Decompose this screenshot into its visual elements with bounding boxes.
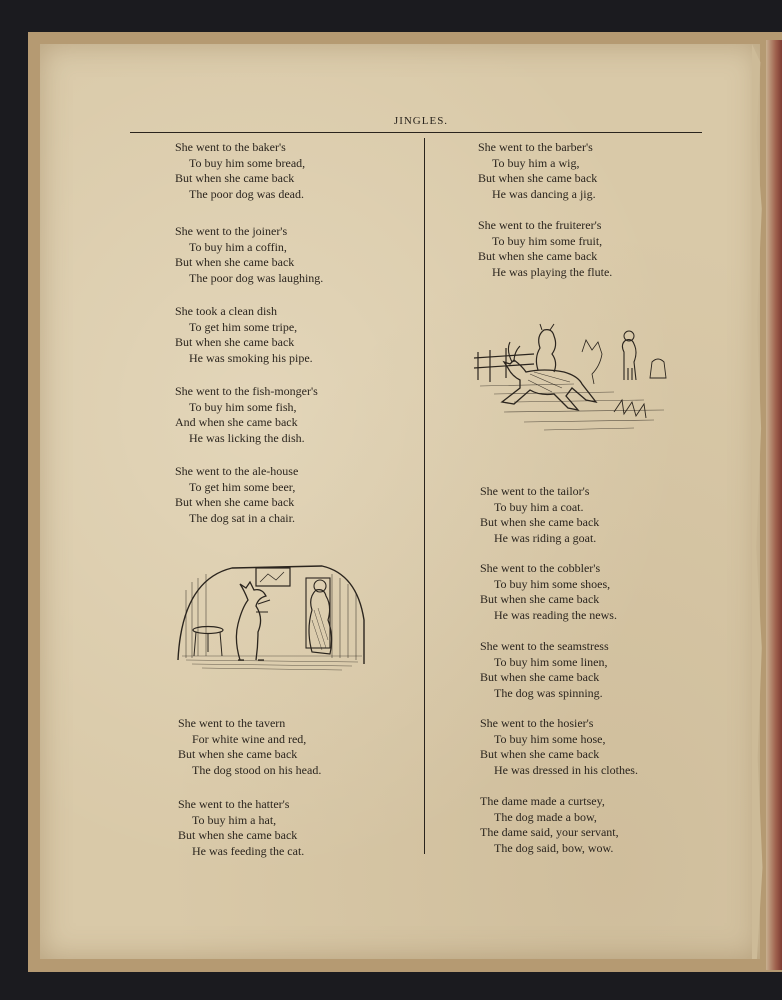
verse-line: She took a clean dish (175, 304, 277, 318)
verse-line: But when she came back (478, 171, 598, 185)
verse-line: She went to the hosier's (480, 716, 594, 730)
stanza-left-4 (175, 384, 405, 446)
stanza-right-5 (480, 639, 710, 701)
verse-line: But when she came back (480, 592, 600, 606)
verse-line: She went to the barber's (478, 140, 593, 154)
verse-line: She went to the fruiterer's (478, 218, 602, 232)
header-rule (130, 132, 702, 133)
verse-line: The dame said, your servant, (480, 825, 619, 839)
verse-line: To buy him some fish, (189, 399, 297, 414)
verse-line: The dog made a bow, (494, 809, 597, 824)
verse-line: But when she came back (480, 515, 600, 529)
stanza-left-5 (175, 464, 405, 526)
verse-line: The poor dog was dead. (189, 186, 304, 201)
verse-line: To get him some beer, (189, 479, 296, 494)
verse-line: He was dressed in his clothes. (494, 762, 638, 777)
verse-line: To buy him a hat, (192, 812, 277, 827)
verse-line: She went to the hatter's (178, 797, 290, 811)
verse-line: To buy him some hose, (494, 731, 606, 746)
verse-line: She went to the fish-monger's (175, 384, 318, 398)
running-head: JINGLES. (393, 115, 449, 127)
verse-line: He was reading the news. (494, 607, 617, 622)
verse-line: He was playing the flute. (492, 264, 613, 279)
verse-line: To buy him a coffin, (189, 239, 287, 254)
dog-and-dame-illustration (172, 560, 372, 672)
verse-line: For white wine and red, (192, 731, 307, 746)
verse-line: The dog said, bow, wow. (494, 840, 614, 855)
verse-line: To buy him some linen, (494, 654, 608, 669)
verse-line: She went to the tavern (178, 716, 286, 730)
verse-line: He was dancing a jig. (492, 186, 596, 201)
verse-line: The dog sat in a chair. (189, 510, 295, 525)
verse-line: She went to the tailor's (480, 484, 590, 498)
verse-line: But when she came back (478, 249, 598, 263)
verse-line: He was licking the dish. (189, 430, 305, 445)
verse-line: To get him some tripe, (189, 319, 298, 334)
verse-line: To buy him a coat. (494, 499, 584, 514)
verse-line: She went to the seamstress (480, 639, 609, 653)
verse-line: But when she came back (175, 171, 295, 185)
stanza-left-7 (178, 797, 408, 859)
verse-line: To buy him some bread, (189, 155, 306, 170)
stanza-right-7 (480, 794, 710, 856)
verse-line: And when she came back (175, 415, 298, 429)
stanza-right-1 (478, 140, 708, 202)
verse-line: He was smoking his pipe. (189, 350, 313, 365)
column-divider (424, 138, 425, 854)
verse-line: She went to the baker's (175, 140, 286, 154)
stanza-left-2 (175, 224, 405, 286)
verse-line: To buy him some shoes, (494, 576, 611, 591)
verse-line: The poor dog was laughing. (189, 270, 324, 285)
verse-line: But when she came back (178, 828, 298, 842)
verse-line: But when she came back (175, 335, 295, 349)
verse-line: But when she came back (480, 747, 600, 761)
stanza-left-6 (178, 716, 408, 778)
verse-line: The dame made a curtsey, (480, 794, 605, 808)
stanza-right-3 (480, 484, 710, 546)
verse-line: To buy him a wig, (492, 155, 580, 170)
stanza-left-3 (175, 304, 405, 366)
verse-line: To buy him some fruit, (492, 233, 603, 248)
stanza-right-2 (478, 218, 708, 280)
verse-line: But when she came back (175, 495, 295, 509)
verse-line: But when she came back (178, 747, 298, 761)
book-spine-edge (766, 40, 782, 970)
verse-line: He was feeding the cat. (192, 843, 305, 858)
stanza-right-4 (480, 561, 710, 623)
verse-line: She went to the ale-house (175, 464, 299, 478)
dog-riding-goat-illustration (474, 322, 674, 434)
stanza-right-6 (480, 716, 710, 778)
verse-line: He was riding a goat. (494, 530, 597, 545)
verse-line: She went to the joiner's (175, 224, 288, 238)
verse-line: She went to the cobbler's (480, 561, 601, 575)
stanza-left-1 (175, 140, 405, 202)
verse-line: But when she came back (175, 255, 295, 269)
verse-line: But when she came back (480, 670, 600, 684)
verse-line: The dog was spinning. (494, 685, 603, 700)
verse-line: The dog stood on his head. (192, 762, 322, 777)
